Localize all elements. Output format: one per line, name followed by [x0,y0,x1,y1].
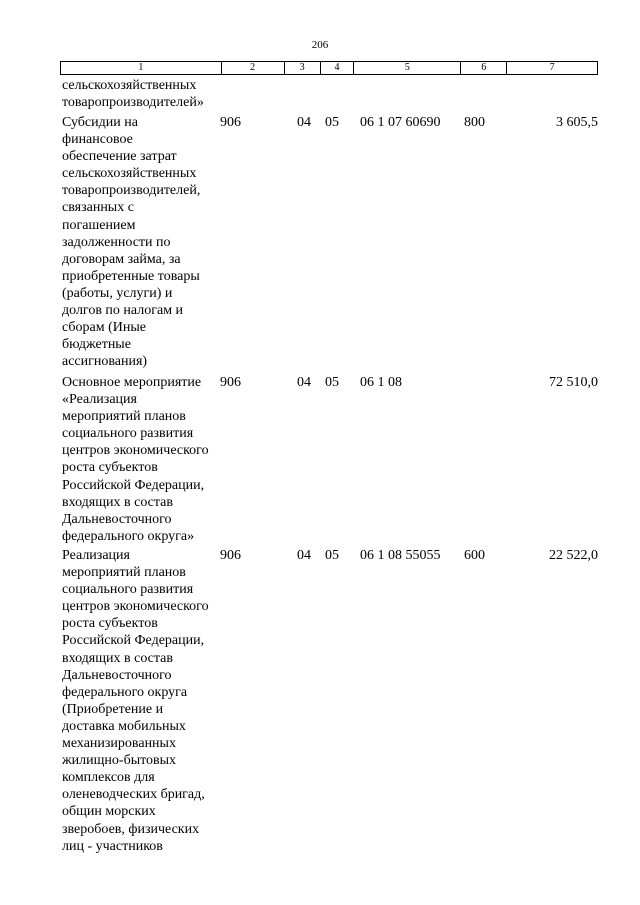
row-rz: 04 [297,115,311,130]
row-csr: 06 1 08 [360,375,402,390]
text-line: Субсидии на [62,115,138,130]
text-line: механизированных [62,736,176,752]
text-line: финансовое [62,132,133,148]
text-line: сборам (Иные [62,320,146,336]
header-cell-6: 6 [461,62,507,74]
text-line: Российской Федерации, [62,477,205,493]
header-cell-7: 7 [507,62,598,74]
row-sum: 72 510,0 [549,375,598,390]
row-name-lines [62,374,222,545]
row-pr: 05 [325,115,339,130]
row-gr: 906 [220,375,241,390]
row-pr: 05 [325,375,339,390]
row-gr: 906 [220,115,241,130]
row-name-lines [62,547,222,855]
header-cell-3: 3 [285,62,321,74]
text-line: входящих в состав [62,650,174,666]
row-pr: 05 [325,548,339,563]
continuation-lines [62,77,222,111]
row-gr: 906 [220,548,241,563]
text-line: мероприятий планов [62,565,186,581]
text-line: лиц - участников [62,838,163,854]
text-line: ассигнования) [62,354,148,370]
text-line: товаропроизводителей, [62,183,201,199]
row-rz: 04 [297,548,311,563]
text-line: роста субъектов [62,616,158,632]
text-line: договорам займа, за [62,251,181,267]
text-line: (работы, услуги) и [62,285,173,301]
page-number: 206 [311,39,329,51]
text-line: сельскохозяйственных [62,166,197,182]
text-line: социального развития [62,582,194,598]
header-cell-4: 4 [321,62,355,74]
text-line: Дальневосточного [62,667,172,683]
text-line: приобретенные товары [62,268,200,284]
text-line: мероприятий планов [62,409,186,425]
text-line: задолженности по [62,234,171,250]
row-csr: 06 1 07 60690 [360,115,441,130]
text-line: бюджетные [62,337,131,353]
row-sum: 22 522,0 [549,548,598,563]
text-line: федерального округа [62,684,188,700]
text-line: связанных с [62,200,134,216]
text-line: зверобоев, физических [62,821,200,837]
row-csr: 06 1 08 55055 [360,548,441,563]
row-name [62,547,222,855]
text-line: товаропроизводителей» [62,95,204,111]
text-line: оленеводческих бригад, [62,787,205,803]
row-name [62,374,222,545]
text-line: доставка мобильных [62,718,186,734]
row-name [62,114,222,370]
text-line: (Приобретение и [62,701,164,717]
row-vr: 800 [464,115,485,130]
text-line: роста субъектов [62,460,158,476]
text-line: комплексов для [62,770,155,786]
header-cell-2: 2 [222,62,285,74]
text-line: Российской Федерации, [62,633,205,649]
row-vr: 600 [464,548,485,563]
text-line: «Реализация [62,392,137,408]
text-line: обеспечение затрат [62,149,177,165]
text-line: сельскохозяйственных [62,78,197,93]
text-line: общин морских [62,804,156,820]
text-line: входящих в состав [62,494,174,510]
text-line: Дальневосточного [62,511,172,527]
text-line: центров экономического [62,599,209,615]
text-line: центров экономического [62,443,209,459]
text-line: Основное мероприятие [62,375,202,390]
row-name-lines [62,114,222,370]
row-sum: 3 605,5 [556,115,598,130]
continuation-text [62,77,222,111]
text-line: жилищно-бытовых [62,753,177,769]
text-line: погашением [62,217,136,233]
text-line: Реализация [62,548,130,563]
row-rz: 04 [297,375,311,390]
header-cell-5: 5 [354,62,461,74]
table-header-row [60,61,598,75]
header-cell-1: 1 [61,62,222,74]
text-line: социального развития [62,426,194,442]
text-line: долгов по налогам и [62,303,184,319]
text-line: федерального округа» [62,528,195,544]
